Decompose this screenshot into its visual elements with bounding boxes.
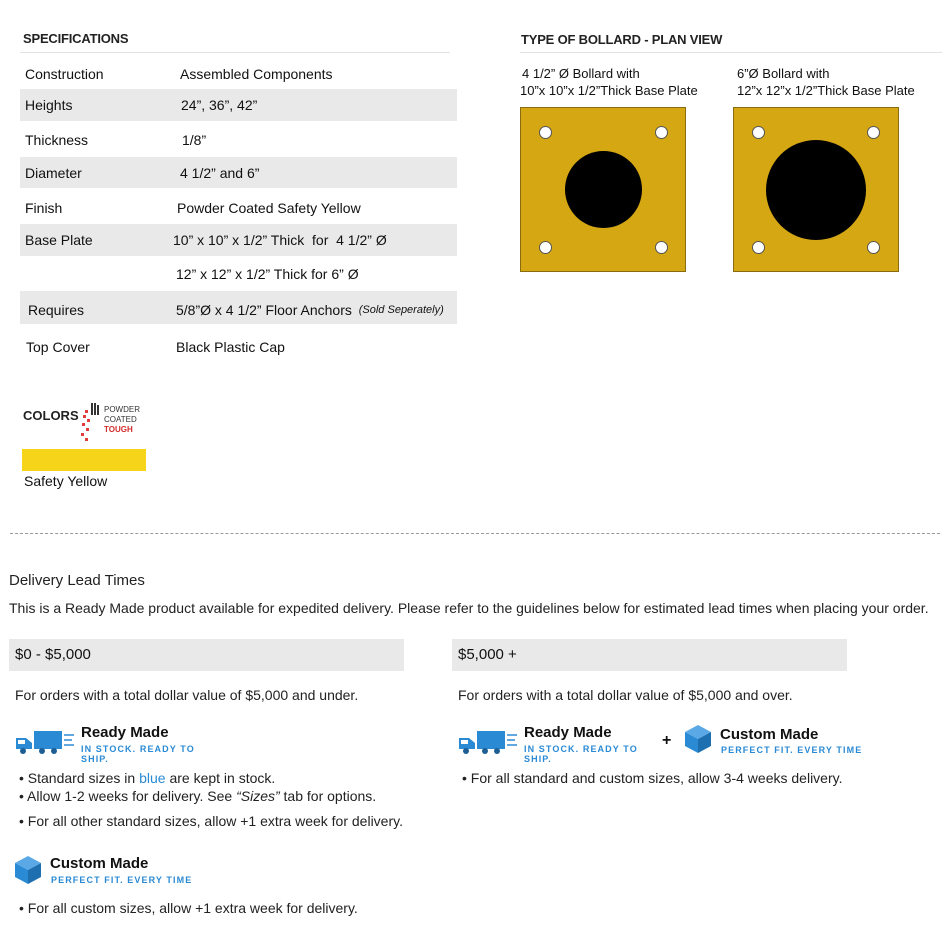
bullet-text-pre: Standard sizes in <box>27 770 140 786</box>
bullet-text-blue: blue <box>139 770 166 786</box>
spec-row-finish <box>20 191 457 223</box>
spec-label: Base Plate <box>25 232 93 248</box>
bullet-dot: • <box>19 770 24 786</box>
plate-caption-line: 4 1/2” Ø Bollard with <box>522 66 640 81</box>
spec-row-base-plate <box>20 224 457 256</box>
bullet-text-pre: Allow 1-2 weeks for delivery. See <box>27 788 237 804</box>
plan-view-title: TYPE OF BOLLARD - PLAN VIEW <box>521 32 723 47</box>
logo-text-coated: COATED <box>104 415 137 424</box>
plate-caption-large <box>737 65 915 99</box>
spec-label: Finish <box>25 200 63 216</box>
spec-label: Thickness <box>25 132 89 148</box>
bullet-dot: • <box>462 770 467 786</box>
base-plate-small <box>520 107 686 272</box>
custom-made-badge <box>684 724 864 756</box>
specifications-divider <box>20 52 450 53</box>
delivery-truck-icon <box>14 729 76 757</box>
badge-subtitle: IN STOCK. READY TO SHIP. <box>524 744 638 764</box>
anchor-hole <box>539 126 552 139</box>
spec-row-top-cover <box>20 331 457 363</box>
plus-sign: + <box>662 732 672 749</box>
spec-value <box>176 291 444 331</box>
plate-caption-line: 12”x 12”x 1/2”Thick Base Plate <box>737 83 915 98</box>
bullet-text: For all other standard sizes, allow +1 extra week for delivery. <box>27 813 403 829</box>
spec-value: Assembled Components <box>180 66 333 82</box>
color-swatch-safety-yellow <box>22 449 146 471</box>
spec-row-requires <box>20 291 457 324</box>
anchor-hole <box>655 126 668 139</box>
anchor-hole <box>539 241 552 254</box>
badge-subtitle: IN STOCK. READY TO SHIP. <box>81 744 195 764</box>
bullet-item <box>462 770 842 786</box>
anchor-hole <box>655 241 668 254</box>
anchor-hole <box>752 241 765 254</box>
badge-subtitle: PERFECT FIT. EVERY TIME <box>51 875 193 885</box>
spec-label: Diameter <box>25 165 82 181</box>
spec-value: Black Plastic Cap <box>176 339 285 355</box>
spec-value: 10” x 10” x 1/2” Thick for 4 1/2” Ø <box>173 232 387 248</box>
bullet-text: For all standard and custom sizes, allow 3-4 weeks delivery. <box>470 770 843 786</box>
bullet-text-post: tab for options. <box>279 788 377 804</box>
bollard-core <box>565 151 642 228</box>
bullet-text: For all custom sizes, allow +1 extra week for delivery. <box>27 900 358 916</box>
badge-title: Ready Made <box>524 724 612 741</box>
badge-title: Ready Made <box>81 724 169 741</box>
badge-title: Custom Made <box>50 855 149 872</box>
spec-row-diameter <box>20 157 457 188</box>
sizes-tab-reference: “Sizes” <box>236 788 280 804</box>
bollard-core <box>766 140 866 240</box>
bullet-item <box>19 788 376 804</box>
spec-label: Top Cover <box>26 339 90 355</box>
badge-title: Custom Made <box>720 726 819 743</box>
plate-caption-line: 6”Ø Bollard with <box>737 66 830 81</box>
spec-value: 4 1/2” and 6” <box>180 165 260 181</box>
spec-label: Heights <box>25 97 73 113</box>
plate-caption-small <box>520 65 698 99</box>
custom-box-icon <box>684 724 712 754</box>
spec-value: 1/8” <box>182 132 207 148</box>
plate-caption-line: 10”x 10”x 1/2”Thick Base Plate <box>520 83 698 98</box>
spec-row-construction <box>20 58 457 88</box>
spec-row-thickness <box>20 123 457 155</box>
bullet-item <box>19 770 275 786</box>
logo-text-tough: TOUGH <box>104 425 133 434</box>
spec-value-note: (Sold Seperately) <box>358 304 444 316</box>
spec-row-heights <box>20 89 457 121</box>
bullet-dot: • <box>19 900 24 916</box>
powder-coated-logo <box>80 403 142 443</box>
custom-made-badge <box>14 853 194 885</box>
badge-subtitle: PERFECT FIT. EVERY TIME <box>721 745 863 755</box>
delivery-truck-icon <box>457 729 519 757</box>
anchor-hole <box>867 241 880 254</box>
tier-description: For orders with a total dollar value of $5,000 and over. <box>458 687 793 703</box>
custom-box-icon <box>14 855 42 885</box>
spec-label: Requires <box>28 302 85 318</box>
colors-title: COLORS <box>23 408 79 423</box>
delivery-intro: This is a Ready Made product available for expedited delivery. Please refer to the guidelines below for estimated lead times when placing your order. <box>9 600 929 616</box>
specifications-title: SPECIFICATIONS <box>23 31 129 46</box>
tier-header-under-5000: $0 - $5,000 <box>9 639 404 671</box>
spec-label: Construction <box>25 66 104 82</box>
base-plate-large <box>733 107 899 272</box>
color-swatch-label: Safety Yellow <box>24 473 108 489</box>
spec-row-base-plate-2 <box>20 258 457 290</box>
spec-value: 24”, 36”, 42” <box>181 97 258 113</box>
logo-text-powder: POWDER <box>104 405 140 414</box>
spec-value: 12” x 12” x 1/2” Thick for 6” Ø <box>176 266 359 282</box>
tier-header-over-5000: $5,000 + <box>452 639 847 671</box>
bullet-item <box>19 900 358 916</box>
bullet-dot: • <box>19 813 24 829</box>
bullet-dot: • <box>19 788 24 804</box>
spec-value-text: 5/8”Ø x 4 1/2” Floor Anchors <box>176 302 352 318</box>
delivery-title: Delivery Lead Times <box>9 572 145 589</box>
bullet-item <box>19 813 403 829</box>
anchor-hole <box>752 126 765 139</box>
anchor-hole <box>867 126 880 139</box>
section-divider <box>10 533 940 534</box>
ready-made-badge <box>14 723 224 764</box>
bullet-text-post: are kept in stock. <box>165 770 276 786</box>
ready-made-badge <box>457 723 667 764</box>
spec-value: Powder Coated Safety Yellow <box>177 200 361 216</box>
plan-view-divider <box>520 52 942 53</box>
tier-description: For orders with a total dollar value of $5,000 and under. <box>15 687 359 703</box>
